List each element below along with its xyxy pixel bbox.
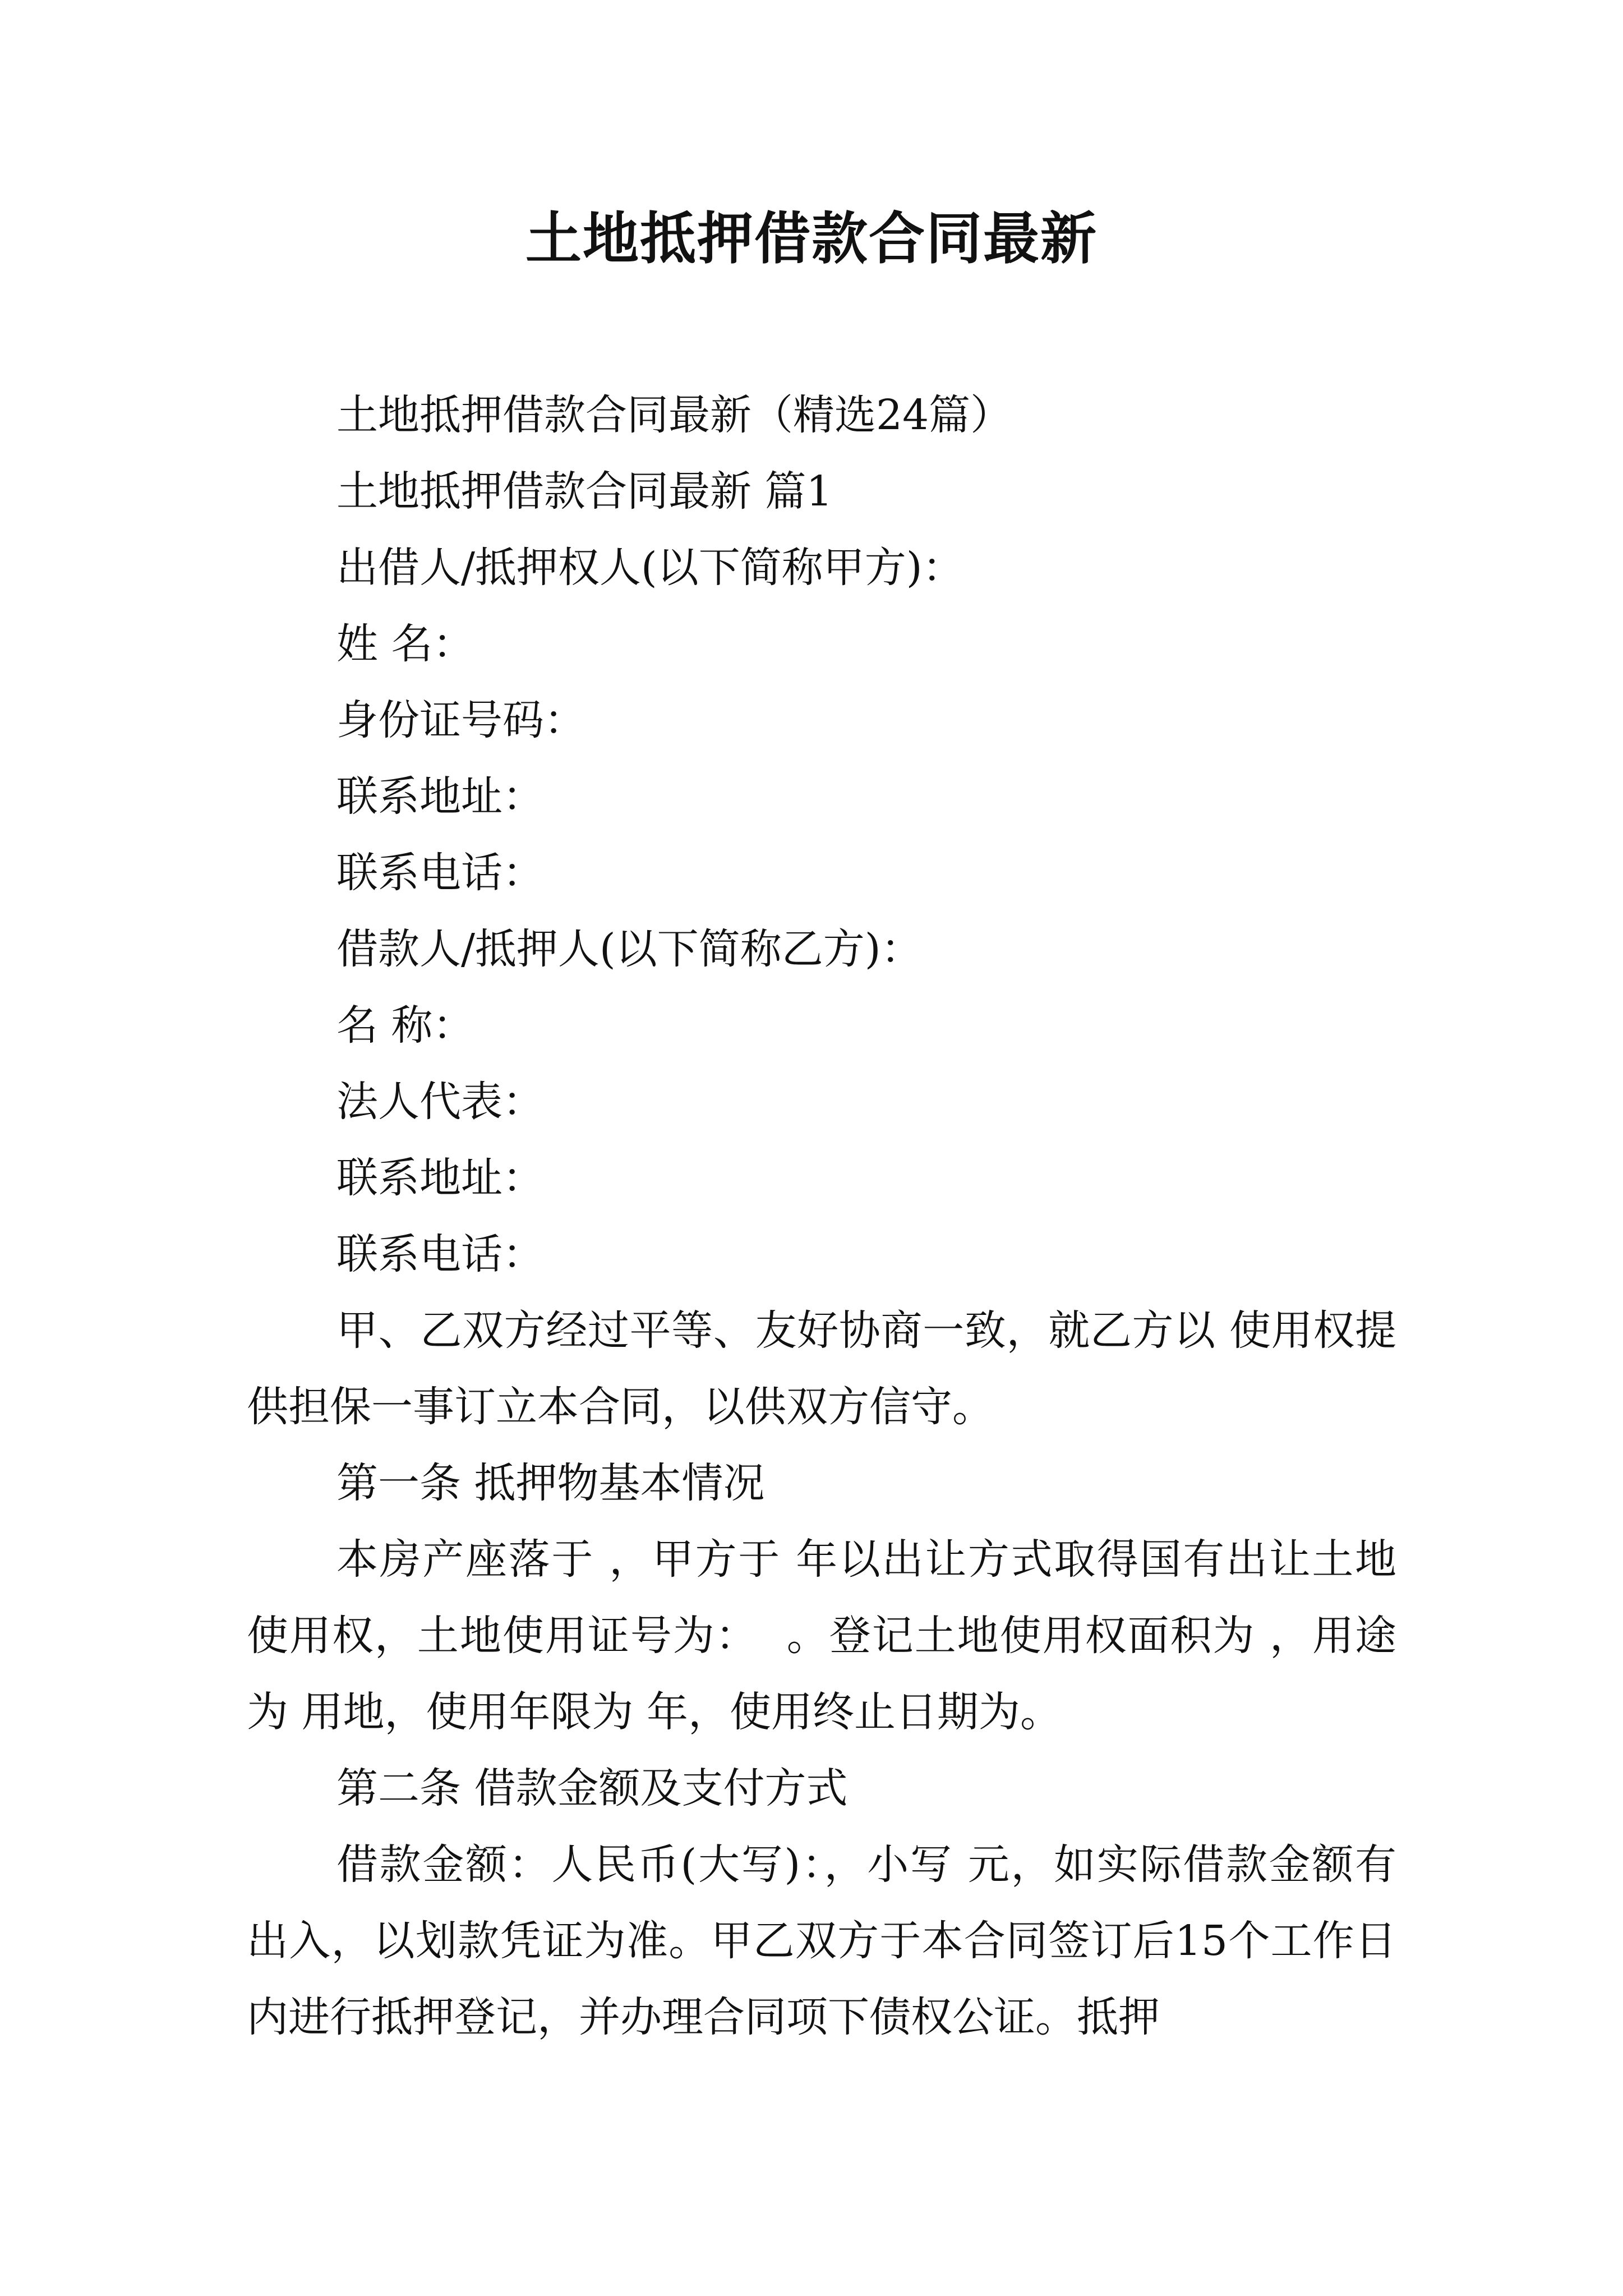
field-id-number: 身份证号码： [336,696,585,744]
field-company-name: 名 称： [336,1001,474,1050]
article-1-body: 本房产座落于 ，甲方于 年以出让方式取得国有出让土地使用权，土地使用证号为： 。登记土地使用权面积为 ，用途为 用地，使用年限为 年，使用终止日期为。 [247,1535,1396,1736]
field-address-a: 联系地址： [336,772,544,821]
article-2-body: 借款金额：人民币(大写)：，小写 元，如实际借款金额有出入，以划款凭证为准。甲乙双方于本合同签订后15个工作日内进行抵押登记，并办理合同项下债权公证。抵押 [247,1841,1396,2041]
paragraph-part-heading: 土地抵押借款合同最新 篇1 [336,467,833,516]
paragraph-lender: 出借人/抵押权人(以下简称甲方)： [336,544,964,592]
field-legal-rep: 法人代表： [336,1078,544,1126]
document-title: 土地抵押借款合同最新 [525,205,1098,272]
field-phone-a: 联系电话： [336,849,544,897]
field-address-b: 联系地址： [336,1154,544,1202]
field-name: 姓 名： [336,620,474,668]
paragraph-subtitle: 土地抵押借款合同最新（精选24篇） [336,391,1012,439]
article-1-heading: 第一条 抵押物基本情况 [336,1459,765,1507]
paragraph-preamble: 甲、乙双方经过平等、友好协商一致，就乙方以 使用权提供担保一事订立本合同，以供双方信守。 [247,1306,1396,1431]
field-phone-b: 联系电话： [336,1230,544,1278]
paragraph-borrower: 借款人/抵押人(以下简称乙方)： [336,925,923,973]
article-2-heading: 第二条 借款金额及支付方式 [336,1764,848,1812]
document-body [247,377,1396,2055]
